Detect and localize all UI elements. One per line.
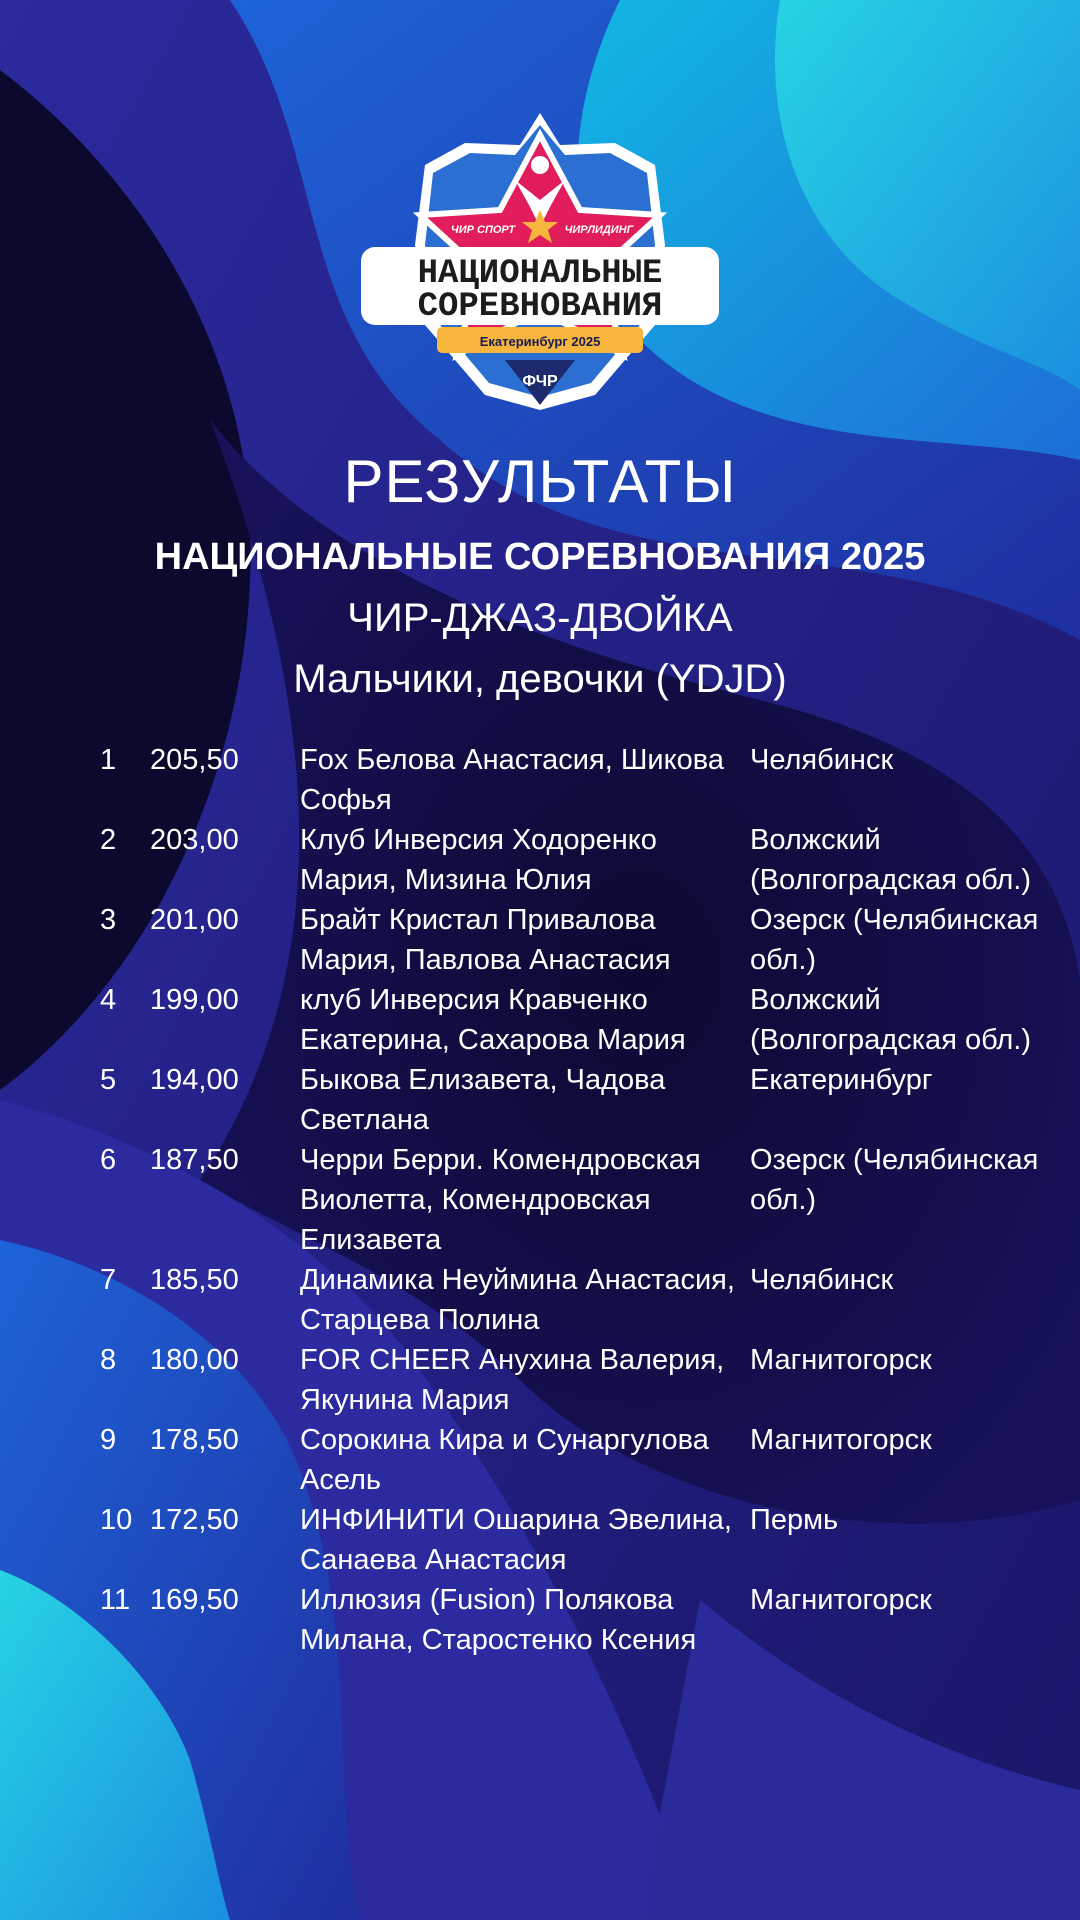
team-cell: Иллюзия (Fusion) Полякова Милана, Старостенко Ксения: [300, 1584, 697, 1656]
city-cell: Магнитогорск: [750, 1584, 932, 1616]
score-cell: 199,00: [150, 984, 239, 1016]
place-cell: 5: [100, 1064, 117, 1096]
team-cell: FOR CHEER Анухина Валерия, Якунина Мария: [300, 1344, 725, 1416]
logo-org: ФЧР: [522, 373, 558, 390]
score-cell: 201,00: [150, 904, 239, 936]
city-cell: Екатеринбург: [750, 1064, 933, 1096]
result-row: [100, 1500, 1040, 1580]
logo-line2: СОРЕВНОВАНИЯ: [417, 288, 663, 326]
logo-ribbon: Екатеринбург 2025: [479, 334, 601, 349]
result-row: [100, 980, 1040, 1060]
place-cell: 8: [100, 1344, 117, 1376]
event-logo: [355, 105, 725, 415]
team-cell: Быкова Елизавета, Чадова Светлана: [300, 1064, 666, 1136]
place-cell: 3: [100, 904, 117, 936]
team-cell: Брайт Кристал Привалова Мария, Павлова Анастасия: [300, 904, 671, 976]
team-cell: Fox Белова Анастасия, Шикова Софья: [300, 744, 724, 816]
result-row: [100, 1340, 1040, 1420]
category-name: Мальчики, девочки (YDJD): [293, 657, 787, 701]
city-cell: Озерск (Челябинская обл.): [750, 904, 1039, 976]
place-cell: 6: [100, 1144, 117, 1176]
team-cell: ИНФИНИТИ Ошарина Эвелина, Санаева Анастасия: [300, 1504, 732, 1576]
result-row: [100, 900, 1040, 980]
place-cell: 9: [100, 1424, 117, 1456]
result-row: [100, 1420, 1040, 1500]
city-cell: Пермь: [750, 1504, 839, 1536]
discipline-name: ЧИР-ДЖАЗ-ДВОЙКА: [347, 596, 733, 640]
score-cell: 194,00: [150, 1064, 239, 1096]
score-cell: 203,00: [150, 824, 239, 856]
city-cell: Магнитогорск: [750, 1344, 932, 1376]
logo-line1: НАЦИОНАЛЬНЫЕ: [417, 255, 663, 293]
place-cell: 7: [100, 1264, 117, 1296]
result-row: [100, 1060, 1040, 1140]
place-cell: 2: [100, 824, 117, 856]
city-cell: Магнитогорск: [750, 1424, 932, 1456]
score-cell: 172,50: [150, 1504, 239, 1536]
city-cell: Озерск (Челябинская обл.): [750, 1144, 1039, 1216]
score-cell: 205,50: [150, 744, 239, 776]
score-cell: 169,50: [150, 1584, 239, 1616]
result-row: [100, 1260, 1040, 1340]
city-cell: Волжский (Волгоградская обл.): [750, 984, 1032, 1056]
result-row: [100, 1580, 1040, 1660]
city-cell: Волжский (Волгоградская обл.): [750, 824, 1032, 896]
team-cell: Черри Берри. Комендровская Виолетта, Комендровская Елизавета: [300, 1144, 701, 1256]
team-cell: Динамика Неуймина Анастасия, Старцева Полина: [300, 1264, 735, 1336]
result-row: [100, 740, 1040, 820]
team-cell: Клуб Инверсия Ходоренко Мария, Мизина Юлия: [300, 824, 657, 896]
results-table: [100, 740, 1040, 1660]
logo-top-right: ЧИРЛИДИНГ: [564, 224, 634, 236]
score-cell: 180,00: [150, 1344, 239, 1376]
city-cell: Челябинск: [750, 1264, 894, 1296]
result-row: [100, 820, 1040, 900]
team-cell: клуб Инверсия Кравченко Екатерина, Сахарова Мария: [300, 984, 686, 1056]
city-cell: Челябинск: [750, 744, 894, 776]
place-cell: 4: [100, 984, 117, 1016]
event-name: НАЦИОНАЛЬНЫЕ СОРЕВНОВАНИЯ 2025: [154, 536, 926, 578]
place-cell: 1: [100, 744, 117, 776]
result-row: [100, 1140, 1040, 1260]
team-cell: Сорокина Кира и Сунаргулова Асель: [300, 1424, 709, 1496]
logo-top-left: ЧИР СПОРТ: [450, 224, 516, 236]
score-cell: 185,50: [150, 1264, 239, 1296]
place-cell: 10: [100, 1504, 133, 1536]
score-cell: 187,50: [150, 1144, 239, 1176]
score-cell: 178,50: [150, 1424, 239, 1456]
page-title: РЕЗУЛЬТАТЫ: [343, 448, 737, 515]
place-cell: 11: [100, 1584, 131, 1616]
